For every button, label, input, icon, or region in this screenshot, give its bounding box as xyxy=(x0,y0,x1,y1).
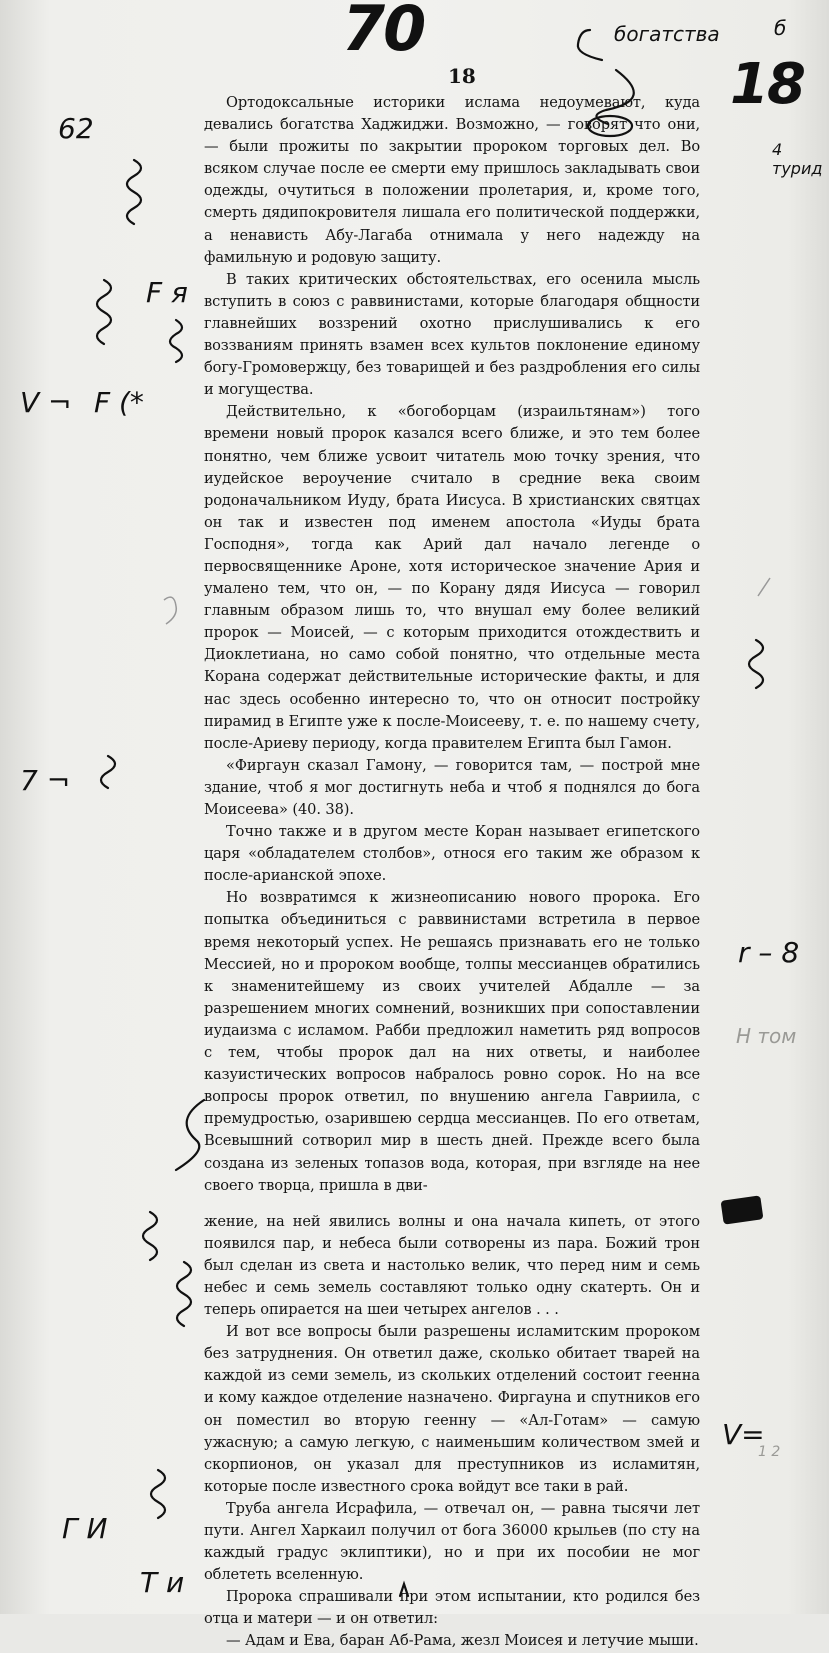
quotation: «Фиргаун сказал Гамону, — говорится там, — построй мне здание, чтоб я мог достигнуть неба и чтоб я поднялся до бога Моисеева» (40. 38). xyxy=(204,756,700,818)
margin-mark-62: 62 xyxy=(58,112,94,145)
squiggle-mark xyxy=(177,1262,191,1326)
margin-mark-fya: F я xyxy=(146,276,188,309)
squiggle-mark xyxy=(101,756,115,788)
arrow-mark xyxy=(578,30,602,60)
handwritten-right-number: 18 xyxy=(730,52,804,117)
scribble-blot xyxy=(721,1195,764,1224)
paragraph: Но возвратимся к жизнеописанию нового пророка. Его попытка объединиться с раввинистами встретила в первое время некоторый успех. Не решаясь признавать его не только Мессией, но и пророком вообще, толпы мессианцев обратились к знаменитейшему из своих учителей Абдалле — за разрешением многих сомнений, возникших при сопоставлении иудаизма с исламом. Рабби предложил наметить ряд вопросов с тем, чтобы пророк дал на них ответы, и наиболее казуистических вопросов набралось ровно сорок. Но на все вопросы пророк ответил, по внушению ангела Гавриила, с премудростью, озарившею сердца мессианцев. По его ответам, Всевышний сотворил мир в шесть дней. Прежде всего была создана из зеленых топазов вода, которая, при взгляде на нее своего творца, пришла в дви- xyxy=(204,889,700,1194)
margin-mark-v7: V ¬ xyxy=(20,386,72,419)
margin-mark-htom: H том xyxy=(736,1024,797,1048)
paragraph: И вот все вопросы были разрешены исламитским пророком без затруднения. Он ответил даже, сколько обитает тварей на каждой из семи земель, из скольких отделений состоит геенна и кому каждое отделение назначено. Фиргауна и спутников его он поместил во вторую геенну — «Ал-Готам» — самую ужасную; а самую легкую, с наименьшим количеством змей и скорпионов, он указал для преступников из исламитян, которые после известного срока войдут все таки в рай. xyxy=(204,1323,700,1495)
squiggle-mark xyxy=(143,1212,157,1260)
handwritten-top-right-letter: б xyxy=(774,16,787,40)
handwritten-right-sub: 4 турид xyxy=(772,140,823,178)
margin-mark-faint: 1 2 xyxy=(758,1444,781,1460)
squiggle-mark xyxy=(97,280,111,344)
faint-mark xyxy=(164,597,176,624)
squiggle-mark xyxy=(170,320,182,362)
margin-mark-77: 7 ¬ xyxy=(20,764,71,797)
squiggle-mark xyxy=(127,160,141,224)
bracket-mark xyxy=(176,1100,204,1170)
paragraph: Пророка спрашивали при этом испытании, кто родился без отца и матери — и он ответил: xyxy=(204,1588,700,1628)
margin-mark-fc: F (* xyxy=(94,386,144,419)
margin-mark-ti: Т и xyxy=(140,1566,185,1599)
squiggle-mark xyxy=(151,1470,165,1518)
squiggle-mark xyxy=(749,640,763,688)
handwritten-top-right-word: богатства xyxy=(614,22,720,46)
main-text xyxy=(204,92,700,1653)
paragraph-continuation: жение, на ней явились волны и она начала кипеть, от этого появился пар, и небеса были сотворены из пара. Божий трон был сделан из света и настолько велик, что перед ним и семь небес и семь земель составляют только одну скатерть. Он и теперь опирается на шеи четырех ангелов . . . xyxy=(204,1212,700,1319)
margin-mark-v: V= xyxy=(722,1418,765,1451)
paragraph: — Адам и Ева, баран Аб-Рама, жезл Моисея и летучие мыши. xyxy=(226,1632,699,1650)
page-number: 18 xyxy=(448,64,476,88)
faint-mark xyxy=(758,578,770,596)
paragraph: Труба ангела Исрафила, — отвечал он, — равна тысячи лет пути. Ангел Харкаил получил от бога 36000 крыльев (по сту на каждый градус эклиптики), но и при их пособии не мог облететь вселенную. xyxy=(204,1499,700,1584)
handwritten-page-number: 70 xyxy=(342,0,425,65)
paragraph: Действительно, к «богоборцам (израильтянам») того времени новый пророк казался всего ближе, и это тем более понятно, чем ближе усвоит читатель мою точку зрения, что иудейское вероучение считало в средние века своим родоначальником Иуду, брата Иисуса. В христианских святцах он так и известен под именем апостола «Иуды брата Господня», тогда как Арий дал начало легенде о первосвященнике Ароне, хотя историческое значение Ария и умалено тем, что он, — по Корану дядя Иисуса — говорил главным образом лишь то, что внушал ему более великий пророк — Моисей, — с которым приходится отождествить и Диоклетиана, но само собой понятно, что отдельные места Корана содержат действительные исторические факты, и для нас здесь особенно интересно то, что он относит постройку пирамид в Египте уже к после-Моисееву, т. е. по нашему счету, после-Ариеву периоду, когда правителем Египта был Гамон. xyxy=(204,403,700,752)
paragraph: В таких критических обстоятельствах, его осенила мысль вступить в союз с раввинистами, которые благодаря общности главнейших воззрений охотно прислушивались к его воззваниям принять взамен всех культов поклонение единому богу-Громовержцу, без товарищей и без раздробления его силы и могущества. xyxy=(204,270,700,399)
margin-mark-r8: r – 8 xyxy=(738,936,800,969)
margin-mark-gi: Г И xyxy=(62,1512,108,1545)
paragraph: Ортодоксальные историки ислама недоумевают, куда девались богатства Хаджиджи. Возможно, — говорят что они, — были прожиты по закрытии пророком торговых дел. Во всяком случае после ее смерти ему пришлось закладывать свои одежды, очутиться в положении пролетария, и, кроме того, смерть дядипокровителя лишала его политической поддержки, а ненависть Абу-Лагаба отнимала у него надежду на фамильную и родовую защиту. xyxy=(204,94,700,266)
paragraph: Точно также и в другом месте Коран называет египетского царя «обладателем столбов», относя его таким же образом к после-арианской эпохе. xyxy=(204,823,700,885)
